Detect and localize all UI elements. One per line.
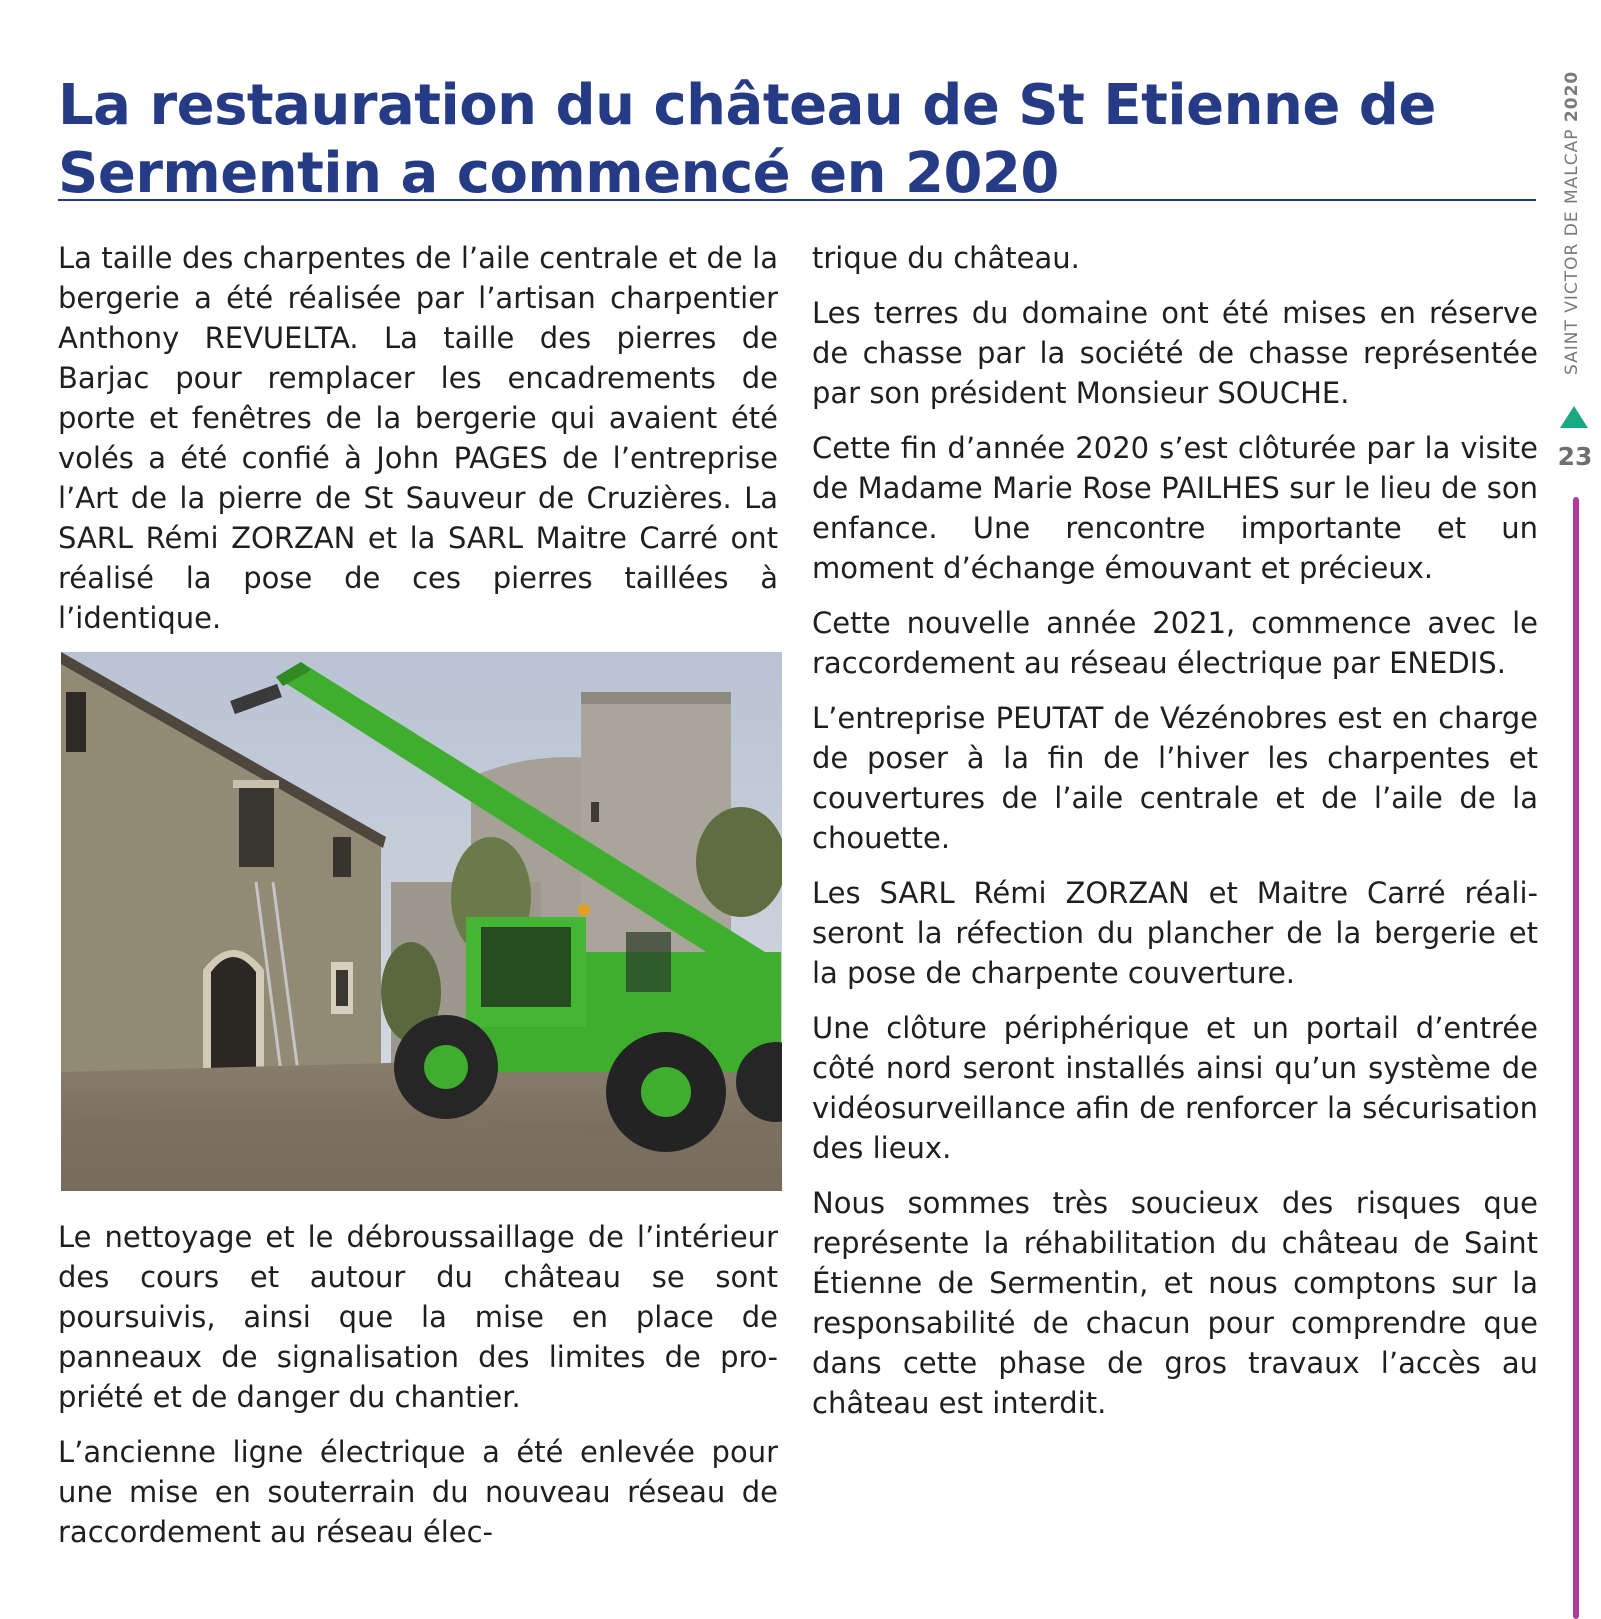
right-column — [812, 238, 1538, 1438]
left-column-top — [58, 238, 778, 653]
page-number: 23 — [1557, 442, 1593, 471]
paragraph: La taille des charpentes de l’aile centrale et de la bergerie a été réalisée par l’artisan charpentier Anthony REVUELTA. La taille des pierres de Barjac pour remplacer les encadrements de porte et fenêtres de la bergerie qui avaient été volés a été confié à John PAGES de l’entreprise l’Art de la pierre de St Sauveur de Cruzières. La SARL Rémi ZORZAN et la SARL Maitre Carré ont réalisé la pose de ces pierres taillées à l’identique. — [58, 241, 778, 635]
paragraph: Cette nouvelle année 2021, commence avec le raccordement au réseau électrique par ENEDIS. — [812, 606, 1538, 680]
paragraph: Une clôture périphérique et un portail d’entrée côté nord seront installés ainsi qu’un système de vidéosurveillance afin de renforcer la sécurisation des lieux. — [812, 1011, 1538, 1165]
paragraph: L’entreprise PEUTAT de Vézénobres est en charge de poser à la fin de l’hiver les charpentes et couvertures de l’aile centrale et de l’aile de la chouette. — [812, 701, 1538, 855]
chateau-construction-photo — [61, 652, 782, 1191]
article-title: La restauration du château de St Etienne de Sermentin a commencé en 2020 — [58, 73, 1436, 206]
paragraph: Cette fin d’année 2020 s’est clôturée par la visite de Madame Marie Rose PAILHES sur le lieu de son enfance. Une rencontre importante et un moment d’échange émouvant et précieux. — [812, 431, 1538, 585]
publication-year: 2020 — [1562, 70, 1582, 123]
paragraph: L’ancienne ligne électrique a été enlevée pour une mise en souterrain du nouveau réseau de raccordement au réseau élec- — [58, 1435, 778, 1549]
paragraph: Les terres du domaine ont été mises en réserve de chasse par la société de chasse représentée par son président Monsieur SOUCHE. — [812, 296, 1538, 410]
publication-name: SAINT VICTOR DE MALCAP — [1562, 122, 1582, 375]
left-column-bottom — [58, 1217, 778, 1567]
paragraph: trique du château. — [812, 241, 1080, 275]
paragraph: Les SARL Rémi ZORZAN et Maitre Carré réaliseront la réfection du plancher de la bergerie et la pose de charpente couverture. — [812, 876, 1538, 990]
triangle-up-icon — [1560, 406, 1588, 428]
publication-running-head — [1562, 30, 1588, 375]
title-underline — [58, 199, 1536, 201]
side-color-bar — [1573, 497, 1579, 1619]
paragraph: Nous sommes très soucieux des risques que représente la réhabilitation du château de Saint Étienne de Sermentin, et nous comptons sur la responsabilité de chacun pour comprendre que dans cette phase de gros travaux l’accès au château est interdit. — [812, 1186, 1538, 1420]
paragraph: Le nettoyage et le débroussaillage de l’intérieur des cours et autour du château se sont poursuivis, ainsi que la mise en place de panneaux de signalisation des limites de propriété et de danger du chantier. — [58, 1220, 778, 1414]
